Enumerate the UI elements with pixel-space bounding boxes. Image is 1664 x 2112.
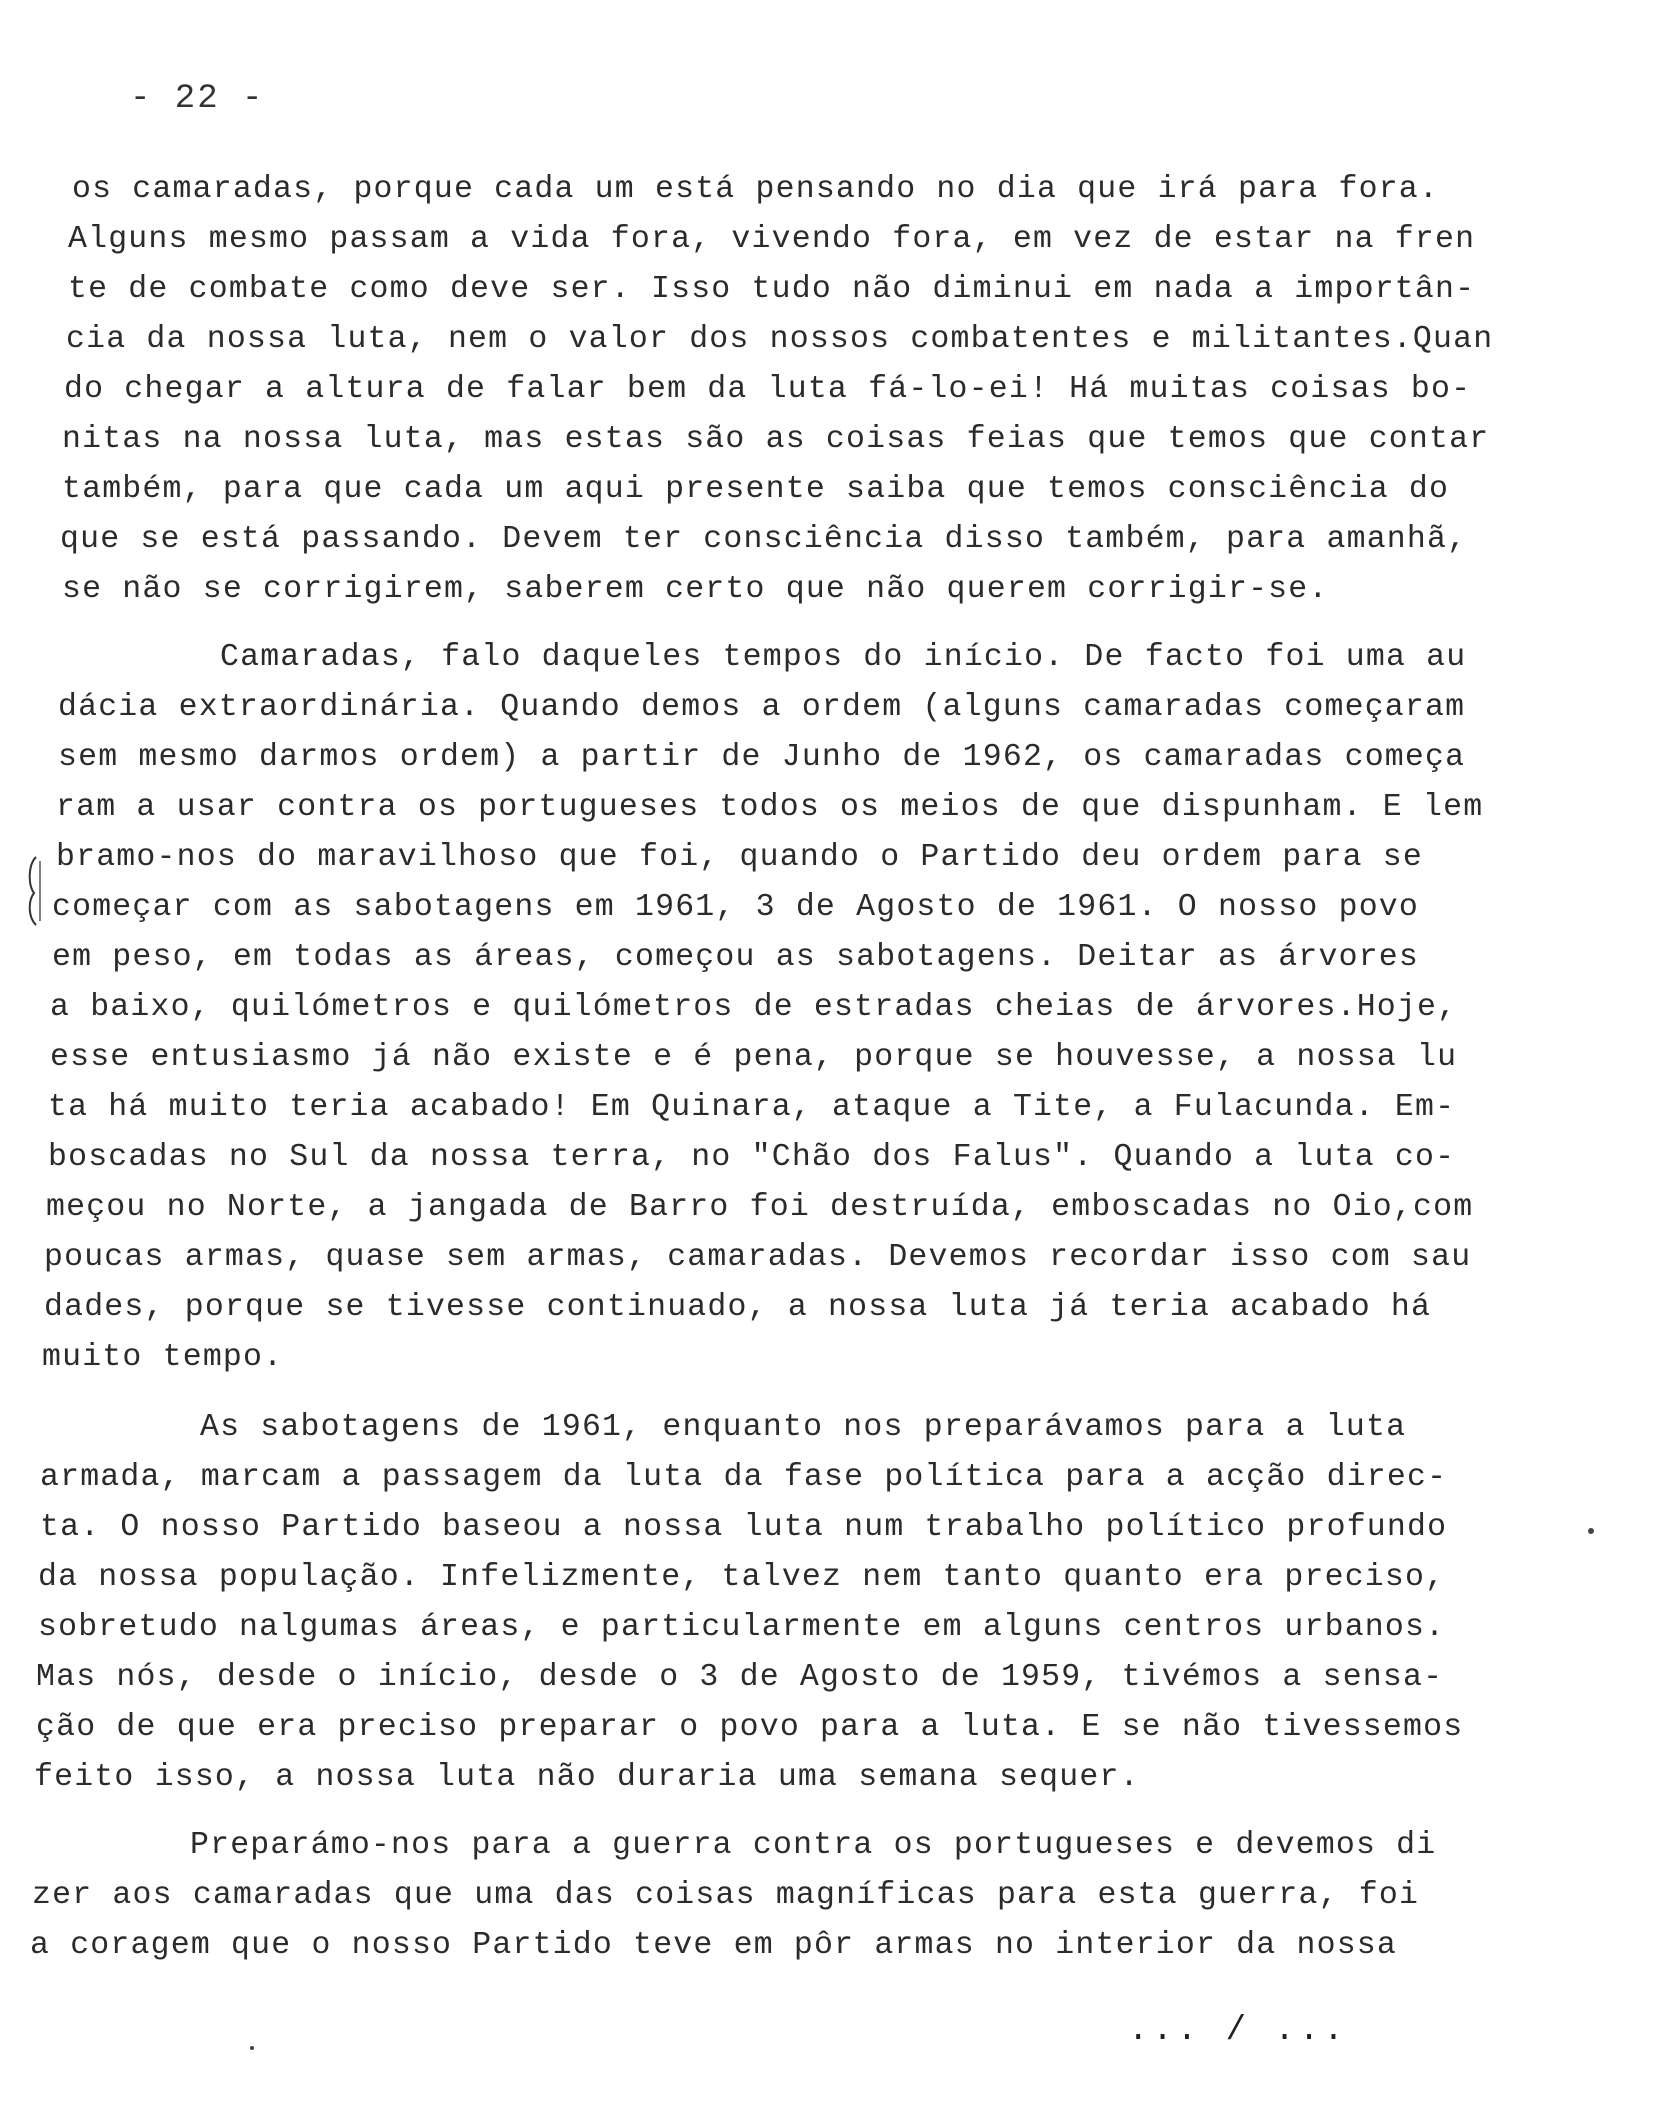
text-line: dácia extraordinária. Quando demos a ordem (alguns camaradas começaram: [58, 690, 1466, 725]
text-line: esse entusiasmo já não existe e é pena, porque se houvesse, a nossa lu: [50, 1040, 1458, 1075]
text-line: zer aos camaradas que uma das coisas magníficas para esta guerra, foi: [32, 1878, 1420, 1913]
text-line: As sabotagens de 1961, enquanto nos preparávamos para a luta: [200, 1410, 1407, 1445]
text-line: ta há muito teria acabado! Em Quinara, ataque a Tite, a Fulacunda. Em-: [48, 1090, 1456, 1125]
text-line: que se está passando. Devem ter consciência disso também, para amanhã,: [60, 522, 1468, 557]
scan-speck: [250, 2046, 254, 2050]
margin-bracket-mark: [22, 855, 44, 927]
text-line: Preparámo-nos para a guerra contra os portugueses e devemos di: [190, 1828, 1437, 1863]
text-line: sem mesmo darmos ordem) a partir de Junho de 1962, os camaradas começa: [58, 740, 1466, 775]
text-line: ta. O nosso Partido baseou a nossa luta num trabalho político profundo: [40, 1510, 1448, 1545]
text-line: meçou no Norte, a jangada de Barro foi destruída, emboscadas no Oio,com: [46, 1190, 1474, 1225]
text-line: dades, porque se tivesse continuado, a nossa luta já teria acabado há: [44, 1290, 1432, 1325]
text-line: os camaradas, porque cada um está pensando no dia que irá para fora.: [72, 172, 1440, 207]
text-line: feito isso, a nossa luta não duraria uma semana sequer.: [34, 1760, 1140, 1795]
text-line: poucas armas, quase sem armas, camaradas. Devemos recordar isso com sau: [44, 1240, 1472, 1275]
text-line: muito tempo.: [42, 1340, 284, 1375]
text-line: ram a usar contra os portugueses todos os meios de que dispunham. E lem: [56, 790, 1484, 825]
text-line: sobretudo nalgumas áreas, e particularmente em alguns centros urbanos.: [38, 1610, 1446, 1645]
text-line: ção de que era preciso preparar o povo para a luta. E se não tivessemos: [36, 1710, 1464, 1745]
text-line: armada, marcam a passagem da luta da fase política para a acção direc-: [40, 1460, 1448, 1495]
text-line: se não se corrigirem, saberem certo que não querem corrigir-se.: [62, 572, 1329, 607]
text-line: nitas na nossa luta, mas estas são as coisas feias que temos que contar: [62, 422, 1490, 457]
text-line: Alguns mesmo passam a vida fora, vivendo fora, em vez de estar na fren: [68, 222, 1476, 257]
page-number: - 22 -: [130, 80, 265, 118]
continuation-mark: ... / ...: [1128, 2012, 1348, 2050]
text-line: a baixo, quilómetros e quilómetros de estradas cheias de árvores.Hoje,: [50, 990, 1458, 1025]
text-line: te de combate como deve ser. Isso tudo não diminui em nada a importân-: [68, 272, 1476, 307]
text-line: em peso, em todas as áreas, começou as sabotagens. Deitar as árvores: [52, 940, 1420, 975]
text-line: começar com as sabotagens em 1961, 3 de Agosto de 1961. O nosso povo: [52, 890, 1420, 925]
text-line: também, para que cada um aqui presente saiba que temos consciência do: [62, 472, 1450, 507]
text-line: cia da nossa luta, nem o valor dos nossos combatentes e militantes.Quan: [66, 322, 1494, 357]
text-line: a coragem que o nosso Partido teve em pôr armas no interior da nossa: [30, 1928, 1398, 1963]
text-line: Mas nós, desde o início, desde o 3 de Agosto de 1959, tivémos a sensa-: [36, 1660, 1444, 1695]
text-line: Camaradas, falo daqueles tempos do início. De facto foi uma au: [220, 640, 1467, 675]
text-line: bramo-nos do maravilhoso que foi, quando o Partido deu ordem para se: [56, 840, 1424, 875]
text-line: da nossa população. Infelizmente, talvez nem tanto quanto era preciso,: [38, 1560, 1446, 1595]
text-line: do chegar a altura de falar bem da luta fá-lo-ei! Há muitas coisas bo-: [64, 372, 1472, 407]
text-line: boscadas no Sul da nossa terra, no "Chão dos Falus". Quando a luta co-: [48, 1140, 1456, 1175]
scan-speck: [1588, 1528, 1594, 1534]
